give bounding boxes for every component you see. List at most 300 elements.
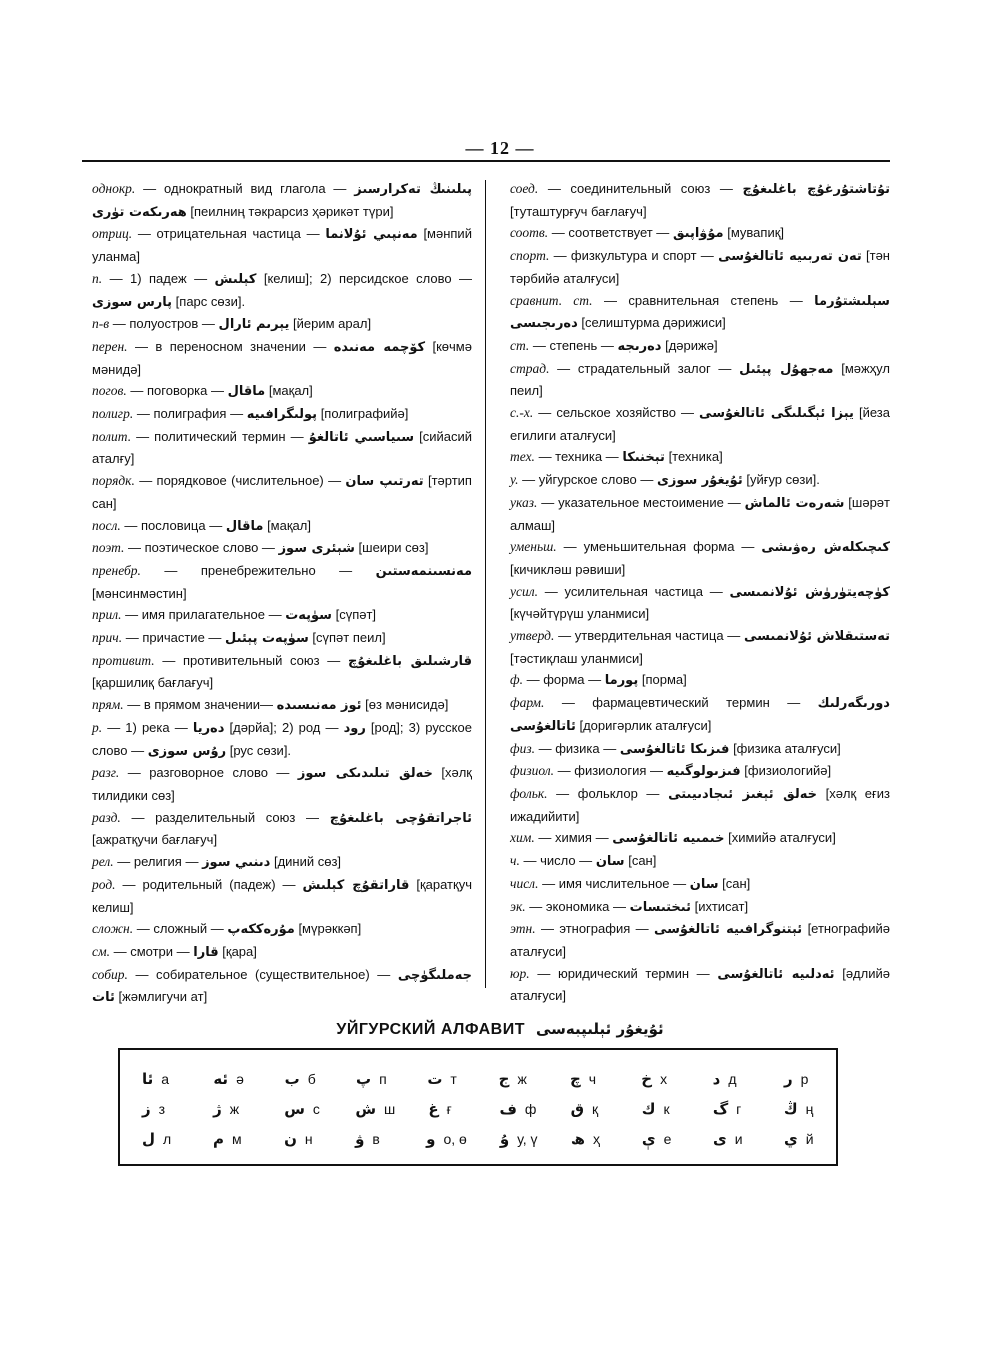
alphabet-letter-pair [213,1100,251,1118]
entry-transcription: [физика аталғуси] [733,740,841,756]
entry-transcription: [хәлқ еғиз ижадийити] [510,785,891,824]
entry-definition: — поэтическое слово — [128,540,275,556]
dictionary-entry [510,963,890,1007]
uyghur-letter: ب [284,1070,300,1088]
entry-uyghur-term: ئاجراتقۇچى باغلىغۇچ [329,810,472,826]
entry-abbreviation: полит. [92,428,132,444]
alphabet-letter-pair [641,1070,679,1088]
uyghur-letter: و [426,1130,436,1148]
dictionary-entry [92,313,472,336]
entry-definition: — указательное местоимение — [541,494,741,510]
entry-uyghur-term: پورما [604,673,639,689]
cyrillic-letter: ж [517,1071,527,1087]
entry-abbreviation: собир. [92,966,128,982]
entry-uyghur-term: پارس سوزى [92,294,173,310]
cyrillic-letter: е [663,1131,672,1147]
entry-transcription: [күчәйтүрүш уланмиси] [510,606,650,622]
alphabet-letter-pair [142,1100,180,1118]
alphabet-letter-pair [284,1100,322,1118]
dictionary-entry [510,222,890,245]
entry-uyghur-term: تەستىقلاش ئۇلانمىسى [744,629,890,645]
entry-uyghur-term: سىياسىي ئاتالغۇ [308,429,415,445]
cyrillic-letter: п [379,1071,387,1087]
entry-transcription: [сүпәт] [335,607,377,623]
dictionary-entry [510,358,890,402]
uyghur-letter: ت [427,1070,443,1088]
cyrillic-letter: т [450,1071,457,1087]
alphabet-title-uy: ئۇيغۇر ئېلىپبەسى [535,1020,664,1038]
cyrillic-letter: и [734,1131,743,1147]
alphabet-letter-pair [571,1130,609,1148]
entry-abbreviation: род. [92,876,116,892]
uyghur-letter: ۇ [499,1130,510,1148]
entry-abbreviation: погов. [92,383,127,399]
dictionary-entry [92,964,472,1009]
cyrillic-letter: в [372,1131,380,1147]
uyghur-letter: ش [355,1100,377,1118]
entry-transcription: [өз мәнисидә] [365,697,449,713]
dictionary-entry [92,403,472,426]
dictionary-entry [92,694,472,717]
uyghur-letter: ف [499,1100,517,1118]
entry-definition: — соответствует — [551,225,670,241]
entry-definition: — страдательный залог — [557,360,732,376]
uyghur-letter: ژ [213,1100,222,1118]
entry-uyghur-term: مەجھۇل پېئىل [739,361,834,377]
entry-transcription: [мақал] [268,383,313,399]
dictionary-entry [92,178,472,223]
entry-transcription: [селиштурма дәрижиси] [581,315,726,331]
entry-definition: — фольклор — [556,785,660,801]
entry-definition: — физкультура и спорт — [553,248,714,264]
entry-transcription: [көчмә мәнидә] [92,338,472,377]
alphabet-letter-pair [784,1070,822,1088]
uyghur-letter: گ [712,1100,729,1118]
entry-transcription: [кичиклəш рәвиши] [510,561,626,577]
entry-uyghur-term: ئېتنوگرافىيە ئاتالغۇسى [654,922,803,938]
entry-abbreviation: рел. [92,854,114,870]
entry-abbreviation: прил. [92,607,122,623]
alphabet-letter-pair [426,1130,467,1148]
entry-definition: — пословица — [124,517,223,533]
entry-uyghur-term: دەريا [192,720,225,736]
entry-uyghur-term: سۈپەت پېئىل [225,631,309,647]
dictionary-entry [92,941,472,964]
dictionary-entry [510,738,890,761]
dictionary-entry [510,669,890,692]
entry-definition: — уменьшительная форма — [563,539,755,555]
uyghur-letter: چ [569,1070,581,1088]
cyrillic-letter: ш [384,1101,396,1117]
dictionary-entry [92,515,472,538]
entry-definition: — форма — [526,672,602,688]
dictionary-entry [92,336,472,380]
alphabet-letter-pair [355,1100,395,1118]
entry-transcription: [пеилниң тәкрарсиз ҳәрикәт түри] [190,203,394,219]
entry-uyghur-term: كېلىش [214,271,257,287]
cyrillic-letter: ң [805,1101,814,1117]
dictionary-entry [510,918,890,962]
uyghur-letter: ي [783,1130,798,1148]
alphabet-title [0,1020,1000,1039]
alphabet-letter-pair [570,1070,608,1088]
dictionary-entry [92,604,472,627]
entry-abbreviation: соотв. [510,225,549,241]
alphabet-letter-pair [142,1130,180,1148]
entry-transcription: [парс сөзи]. [175,293,246,309]
alphabet-letter-pair [571,1100,609,1118]
uyghur-letter: ڭ [783,1100,798,1118]
uyghur-letter: ى [712,1130,727,1148]
uyghur-letter: ج [498,1070,510,1088]
entry-transcription: [шәрәт алмаш] [510,494,890,533]
entry-uyghur-term: ماقال [225,518,264,534]
alphabet-letter-pair [499,1100,537,1118]
entry-abbreviation: указ. [510,494,538,510]
entry-uyghur-term: مۇۋاپىق [672,226,724,242]
dictionary-entry [92,627,472,650]
entry-abbreviation: с.-х. [510,405,534,421]
entry-abbreviation: ст. [510,337,530,353]
entry-transcription: [қаратқуч келиш] [92,876,472,915]
entry-definition: — утвердительная частица — [558,628,741,644]
alphabet-letter-pair [642,1130,680,1148]
dictionary-entry [510,335,890,358]
dictionary-entry [510,625,890,669]
dictionary-entry [510,245,890,289]
entry-definition: — в переносном значении — [134,338,327,354]
entry-abbreviation: полигр. [92,406,134,422]
entry-definition: — порядковое (числительное) — [139,473,342,489]
entry-transcription: [етнографийә аталғуси] [510,921,890,959]
alphabet-letter-pair [427,1070,465,1088]
entry-definition: — физика — [538,740,617,756]
entry-transcription: [полиграфийә] [320,406,409,422]
alphabet-letter-pair [713,1070,751,1088]
entry-uyghur-term: ئىختىسات [629,899,691,915]
dictionary-entry [92,717,472,762]
entry-uyghur-term: مۇرەككەپ [227,922,295,938]
entry-definition: — поговорка — [130,383,224,399]
dictionary-entry [510,536,890,580]
entry-definition: — фармацевтический термин — [561,695,801,711]
entry-definition: — смотри — [113,943,190,959]
entry-definition: — сельское хозяйство — [538,405,694,421]
entry-uyghur-term: خىمىيە ئاتالغۇسى [612,831,725,847]
entry-definition: — религия — [117,854,199,870]
entry-transcription: [сүпәт пеил] [312,630,386,646]
entry-transcription: [хәлқ тилидики сөз] [92,765,472,803]
entry-transcription: [туташтурғуч бағлағуч] [510,203,647,219]
top-rule [82,160,890,162]
uyghur-letter: ئە [213,1070,229,1088]
entry-definition: — юридический термин — [537,965,710,981]
column-divider [485,180,486,988]
entry-definition: — собирательное (существительное) — [135,966,391,982]
uyghur-letter: م [213,1130,225,1148]
dictionary-entry [92,874,472,918]
cyrillic-letter: қ [592,1101,599,1117]
entry-transcription: [дәрижә] [665,337,718,353]
dictionary-entry [510,469,890,492]
cyrillic-letter: ә [236,1071,244,1087]
entry-definition: — 1) падеж — [109,270,208,286]
dictionary-entry [92,650,472,694]
uyghur-letter: ن [284,1130,297,1148]
right-column [510,178,890,1007]
alphabet-letter-pair [642,1100,680,1118]
page-number: — 12 — [465,138,535,158]
cyrillic-letter: х [660,1071,668,1087]
entry-abbreviation: сравнит. ст. [510,292,593,308]
cyrillic-letter: з [158,1101,166,1117]
uyghur-letter: ر [783,1070,793,1088]
alphabet-letter-pair [428,1100,466,1118]
cyrillic-letter: а [161,1071,170,1087]
uyghur-letter: ز [142,1100,151,1118]
dictionary-entry [92,537,472,560]
entry-definition: — разговорное слово — [127,765,290,781]
entry-transcription: [физиологийә] [744,763,832,779]
dictionary-entry [510,873,890,896]
cyrillic-letter: с [312,1101,320,1117]
alphabet-letter-pair [713,1100,751,1118]
cyrillic-letter: ҳ [592,1131,600,1147]
entry-abbreviation: ф. [510,672,523,688]
cyrillic-letter: о, ө [443,1131,467,1147]
entry-transcription: [тән тәрбийә аталғуси] [510,248,890,286]
entry-abbreviation: утверд. [510,628,555,644]
dictionary-entry [510,446,890,469]
entry-uyghur-term: سان [689,876,719,892]
entry-definition: — сравнительная степень — [603,292,803,308]
entry-transcription: [тәртип сан] [92,473,472,511]
entry-transcription: [рус сөзи]. [229,742,292,758]
entry-abbreviation: эк. [510,898,526,914]
entry-transcription: [дәрйа]; 2) род — [229,719,339,735]
entry-uyghur-term: مەنپىي ئۇلانما [325,227,418,243]
entry-abbreviation: поэт. [92,540,125,556]
alphabet-table [118,1048,838,1166]
entry-definition: — сложный — [136,921,224,937]
uyghur-letter: ھ [570,1130,585,1148]
entry-uyghur-term: قارا [193,944,219,960]
entry-definition: — причастие — [125,630,222,646]
entry-uyghur-term: دەرىجە [617,338,662,354]
entry-definition: — техника — [538,449,619,465]
cyrillic-letter: к [663,1101,670,1117]
uyghur-letter: س [284,1100,305,1118]
entry-definition: — физиология — [557,763,664,779]
entry-abbreviation: юр. [510,965,530,981]
entry-definition: — политический термин — [136,428,304,444]
alphabet-letter-pair [500,1130,538,1148]
entry-abbreviation: противит. [92,652,155,668]
entry-abbreviation: числ. [510,875,539,891]
entry-uyghur-term: سان [595,854,625,870]
entry-definition: — степень — [532,337,614,353]
dictionary-entry [510,178,890,222]
cyrillic-letter: н [304,1131,313,1147]
entry-transcription: [порма] [641,672,687,688]
entry-uyghur-term: رود [343,720,366,736]
alphabet-letter-pair [784,1130,822,1148]
entry-abbreviation: фарм. [510,695,545,711]
entry-definition: — противительный союз — [162,652,341,668]
entry-transcription: [жәмлигучи ат] [118,989,208,1005]
cyrillic-letter: г [736,1101,742,1117]
uyghur-letter: ق [570,1100,585,1118]
cyrillic-letter: м [232,1131,242,1147]
entry-abbreviation: перен. [92,338,128,354]
alphabet-row [142,1124,822,1154]
left-column [92,178,472,1009]
entry-uyghur-term: پولىگرافىيە [246,407,318,423]
cyrillic-letter: ж [229,1101,240,1117]
entry-uyghur-term: قاراتقۇچ كېلىش [302,877,410,893]
alphabet-row [142,1064,822,1094]
entry-definition: — число — [523,853,593,869]
uyghur-letter: ئا [142,1070,154,1088]
entry-uyghur-term: كۈچەيتۈرۈش ئۇلانمىسى [729,584,890,600]
entry-uyghur-term: تەن تەربىيە ئاتالغۇسى [718,249,862,265]
entry-transcription: [мүрәккәп] [298,921,362,937]
entry-definition: — экономика — [529,898,627,914]
uyghur-letter: ۋ [355,1130,365,1148]
entry-transcription: [қаршилиқ бағлағуч] [92,675,214,691]
alphabet-letter-pair [713,1130,751,1148]
entry-abbreviation: тех. [510,449,535,465]
entry-abbreviation: у. [510,472,519,488]
alphabet-letter-pair [284,1130,322,1148]
dictionary-entry [92,380,472,403]
entry-definition: — усилительная частица — [544,583,723,599]
entry-uyghur-term: سېلىشتۇرما دەرىجىسى [510,293,890,332]
entry-abbreviation: страд. [510,360,550,376]
entry-transcription: [мәнпий уланма] [92,226,472,265]
alphabet-letter-pair [784,1100,822,1118]
uyghur-letter: غ [428,1100,439,1118]
entry-abbreviation: однокр. [92,181,136,196]
entry-definition: — пренебрежительно — [164,562,353,578]
entry-abbreviation: пренебр. [92,562,141,578]
entry-uyghur-term: ئۇيغۇر سوزى [656,473,743,489]
cyrillic-letter: л [163,1131,172,1147]
entry-definition: — этнография — [540,921,649,937]
alphabet-letter-pair [142,1070,180,1088]
entry-definition: — полуостров — [112,316,215,332]
uyghur-letter: ې [641,1130,656,1148]
alphabet-letter-pair [285,1070,323,1088]
entry-uyghur-term: خەلق تىلىدىكى سوز [297,766,433,782]
cyrillic-letter: й [805,1131,814,1147]
cyrillic-letter: б [307,1071,316,1087]
entry-transcription: [техника] [668,449,723,465]
entry-transcription: [мәжҳул пеил] [510,360,890,399]
entry-uyghur-term: يېرىم ئارال [218,317,290,333]
entry-uyghur-term: مەنسىنمەستىن [375,563,472,579]
entry-abbreviation: разг. [92,765,120,781]
entry-transcription: [ажратқучи бағлағуч] [92,832,218,848]
entry-uyghur-term: شەرەت ئالماش [744,495,845,511]
dictionary-entry [510,492,890,536]
cyrillic-letter: у, ү [517,1131,538,1147]
cyrillic-letter: ф [524,1101,537,1117]
entry-transcription: [химийә аталғуси] [728,830,836,846]
entry-transcription: [йеза егилиги аталғуси] [510,405,890,443]
entry-uyghur-term: تېخنىكا [622,450,665,466]
entry-uyghur-term: رۇس سوزى [147,743,227,759]
uyghur-letter: ك [641,1100,656,1118]
alphabet-row [142,1094,822,1124]
entry-abbreviation: порядк. [92,473,135,489]
entry-transcription: [шеири сөз] [358,540,429,556]
entry-transcription: [тәстиқлаш уланмиси] [510,650,643,666]
entry-uyghur-term: ئوز مەنىسىدە [276,698,362,714]
entry-transcription: [қара] [222,943,257,959]
dictionary-entry [510,290,890,335]
dictionary-entry [92,807,472,851]
cyrillic-letter: д [728,1071,737,1087]
uyghur-letter: خ [641,1070,653,1088]
entry-abbreviation: этн. [510,921,536,937]
entry-abbreviation: посл. [92,517,121,533]
entry-uyghur-term: دىنىي سوز [202,855,271,871]
entry-definition: — разделительный союз — [131,809,320,825]
entry-abbreviation: физиол. [510,763,555,779]
entry-uyghur-term: دورىگەرلىك ئاتالغۇسى [510,696,890,734]
entry-transcription: [сан] [722,875,751,891]
entry-definition: — родительный (падеж) — [122,876,296,892]
uyghur-letter: د [712,1070,721,1088]
entry-transcription: [келиш]; 2) персидское слово — [263,270,473,286]
entry-definition: — химия — [538,830,609,846]
cyrillic-letter: р [800,1071,809,1087]
dictionary-entry [510,760,890,783]
entry-abbreviation: физ. [510,740,535,756]
entry-abbreviation: усил. [510,583,538,599]
entry-definition: — полиграфия — [136,406,244,422]
entry-abbreviation: п. [92,270,103,286]
uyghur-letter: ل [142,1130,156,1148]
entry-transcription: [мақал] [267,517,311,533]
dictionary-entry [92,762,472,806]
dictionary-entry [510,850,890,873]
entry-abbreviation: см. [92,943,110,959]
entry-abbreviation: ч. [510,853,520,869]
alphabet-title-ru: УЙГУРСКИЙ АЛФАВИТ [336,1021,525,1038]
entry-abbreviation: сложн. [92,921,134,937]
entry-abbreviation: прич. [92,630,123,646]
entry-uyghur-term: فىزىكا ئاتالغۇسى [619,741,730,757]
entry-definition: — 1) река — [107,719,188,735]
entry-uyghur-term: قارشىلىق باغلىغۇچ [347,653,472,669]
dictionary-entry [510,896,890,919]
entry-uyghur-term: كۆچمە مەنىدە [333,339,426,355]
entry-definition: — имя числительное — [542,875,687,891]
entry-uyghur-term: تەرتىپ سان [345,474,424,490]
entry-definition: — однократный вид глагола — [143,181,347,196]
dictionary-entry [92,918,472,941]
entry-abbreviation: уменьш. [510,539,557,555]
entry-transcription: [диний сөз] [273,854,342,870]
alphabet-letter-pair [213,1070,251,1088]
alphabet-letter-pair [355,1130,393,1148]
entry-transcription: [мувапиқ] [727,225,785,241]
dictionary-entry [92,223,472,267]
entry-abbreviation: фольк. [510,785,548,801]
entry-abbreviation: п-в [92,316,110,332]
